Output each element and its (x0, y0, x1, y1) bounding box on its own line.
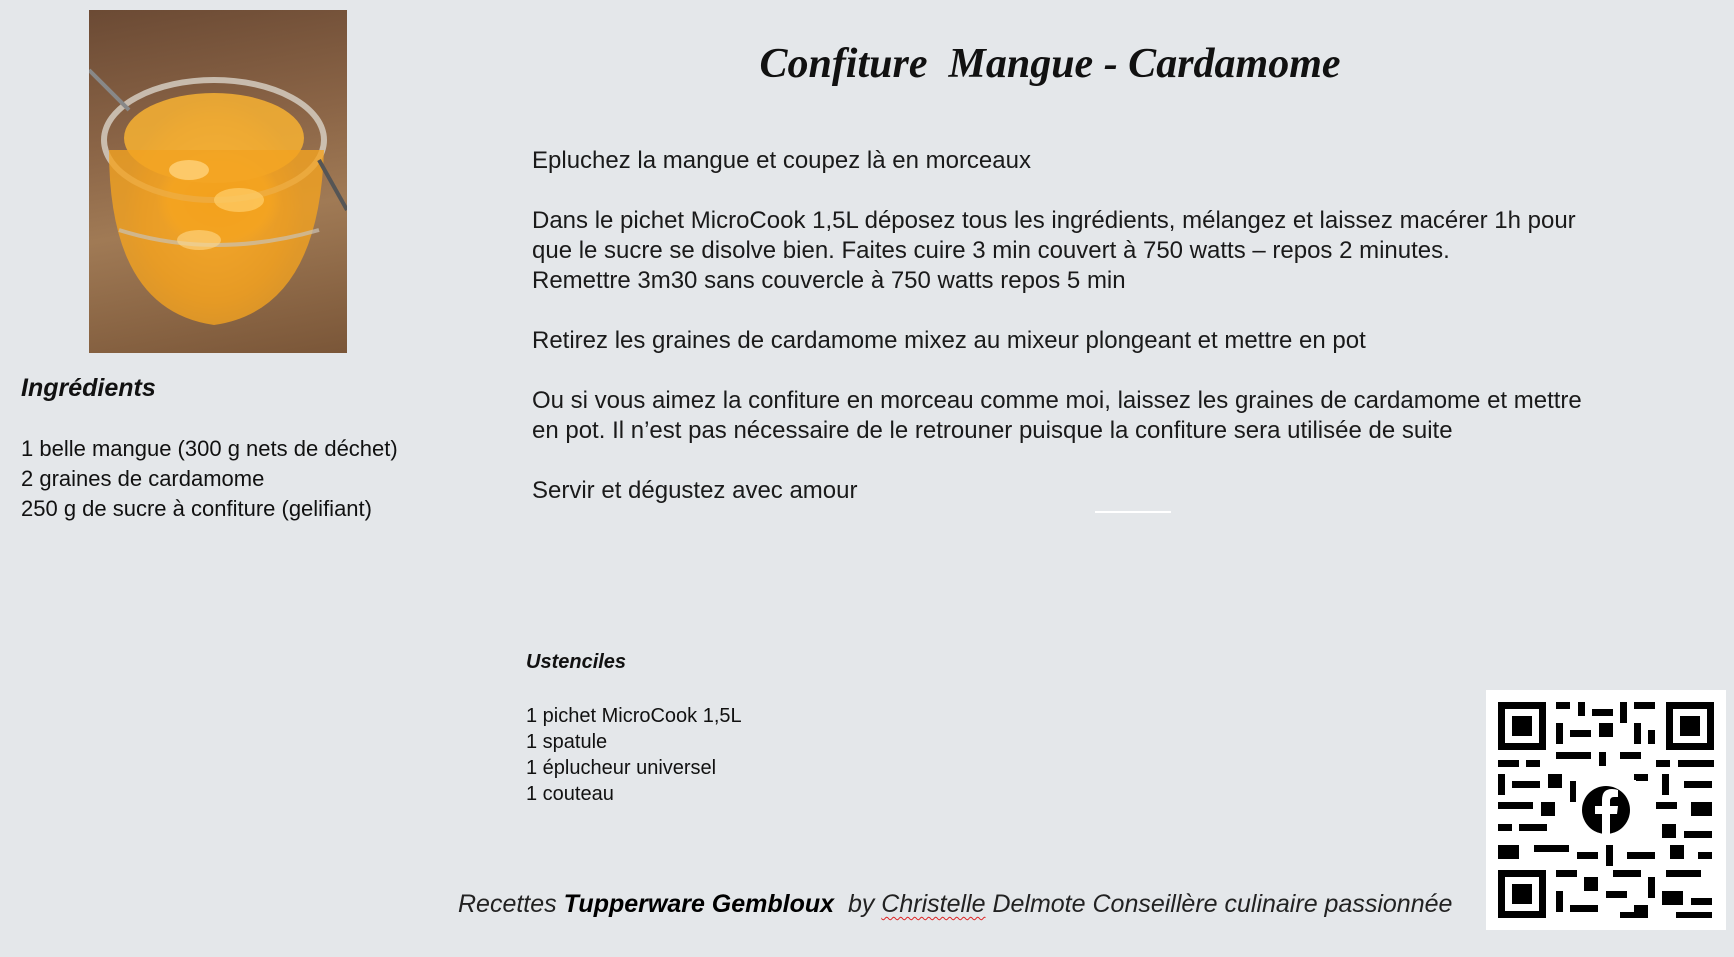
jam-jar-illustration (89, 10, 347, 353)
footer-by: by (834, 890, 882, 918)
ustensil-item: 1 éplucheur universel (526, 757, 717, 779)
ingredients-heading: Ingrédients (21, 374, 156, 402)
qr-code-icon (1486, 690, 1726, 930)
jam-jar-photo (89, 10, 347, 353)
recipe-title: Confiture Mangue - Cardamome (759, 41, 1341, 87)
ingredient-item: 2 graines de cardamome (21, 466, 265, 491)
step-6: Servir et dégustez avec amour (532, 477, 858, 504)
step-3: Remettre 3m30 sans couvercle à 750 watts repos 5 min (532, 267, 1126, 294)
recipe-steps (532, 146, 1592, 506)
facebook-qr-code[interactable] (1486, 690, 1726, 930)
ustensils-heading: Ustenciles (526, 651, 627, 673)
ingredient-item: 250 g de sucre à confiture (gelifiant) (21, 496, 372, 521)
footer-credit (458, 890, 1452, 919)
step-1: Epluchez la mangue et coupez là en morceaux (532, 147, 1031, 174)
footer-author-rest: Delmote Conseillère culinaire passionnée (985, 890, 1453, 918)
ingredients-list (21, 434, 398, 524)
footer-brand: Tupperware Gembloux (563, 890, 835, 918)
footer-author-first-name: Christelle (881, 890, 986, 918)
footer-prefix: Recettes (458, 890, 564, 918)
divider-line (1095, 511, 1171, 513)
ingredient-item: 1 belle mangue (300 g nets de déchet) (21, 436, 398, 461)
ustensil-item: 1 couteau (526, 783, 614, 805)
step-2: Dans le pichet MicroCook 1,5L déposez tous les ingrédients, mélangez et laissez macérer 1h pour que le sucre se disolve bien. Faites cuire 3 min couvert à 750 watts – repos 2 minutes. (532, 207, 1576, 264)
step-4: Retirez les graines de cardamome mixez au mixeur plongeant et mettre en pot (532, 327, 1366, 354)
facebook-icon (1576, 780, 1636, 840)
step-5: Ou si vous aimez la confiture en morceau comme moi, laissez les graines de cardamome et mettre en pot. Il n’est pas nécessaire de le retrouner puisque la confiture sera utilisée de suite (532, 387, 1582, 444)
ustensil-item: 1 pichet MicroCook 1,5L (526, 705, 742, 727)
ustensil-item: 1 spatule (526, 731, 608, 753)
ustensils-list (526, 703, 742, 807)
